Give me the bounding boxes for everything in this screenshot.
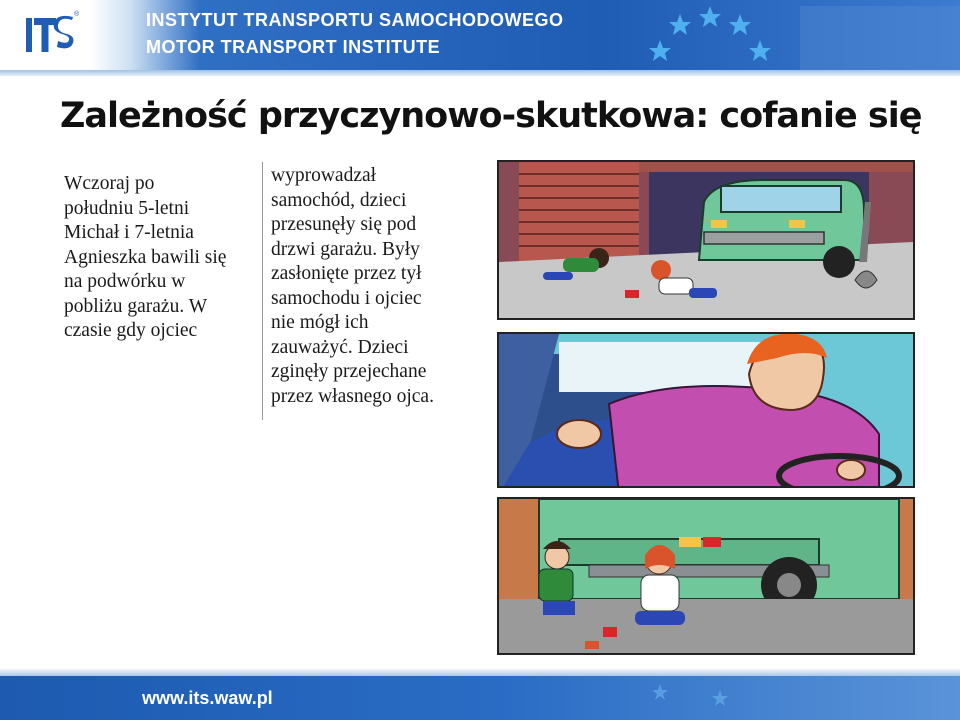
slide-title: Zależność przyczynowo-skutkowa: cofanie się: [60, 96, 922, 136]
eu-stars-decoration: [600, 0, 960, 72]
story-text-column-1: Wczoraj po południu 5-letni Michał i 7-letnia Agnieszka bawili się na podwórku w pobliżu garażu. W czasie gdy ojciec: [64, 173, 227, 341]
comic-panel-children-behind-car: [497, 497, 915, 655]
institute-name-polish: INSTYTUT TRANSPORTU SAMOCHODOWEGO: [146, 10, 564, 30]
footer-divider: [0, 668, 960, 676]
footer-stars-decoration: [630, 676, 960, 720]
header-banner: [0, 0, 960, 72]
story-text-column-2: wyprowadzał samochód, dzieci przesunęły się pod drzwi garażu. Były zasłonięte przez tył samochodu i ojciec nie mógł ich zauważyć. Dzieci zginęły przejechane przez własnego ojca.: [271, 165, 434, 407]
comic-panel-driver: [497, 332, 915, 488]
header-divider: [0, 70, 960, 76]
svg-text:®: ®: [74, 11, 80, 18]
column-divider: [262, 162, 263, 420]
its-logo: [20, 6, 82, 62]
institute-name-english: MOTOR TRANSPORT INSTITUTE: [146, 37, 441, 57]
comic-panel-garage: [497, 160, 915, 320]
website-link[interactable]: www.its.waw.pl: [142, 688, 273, 708]
